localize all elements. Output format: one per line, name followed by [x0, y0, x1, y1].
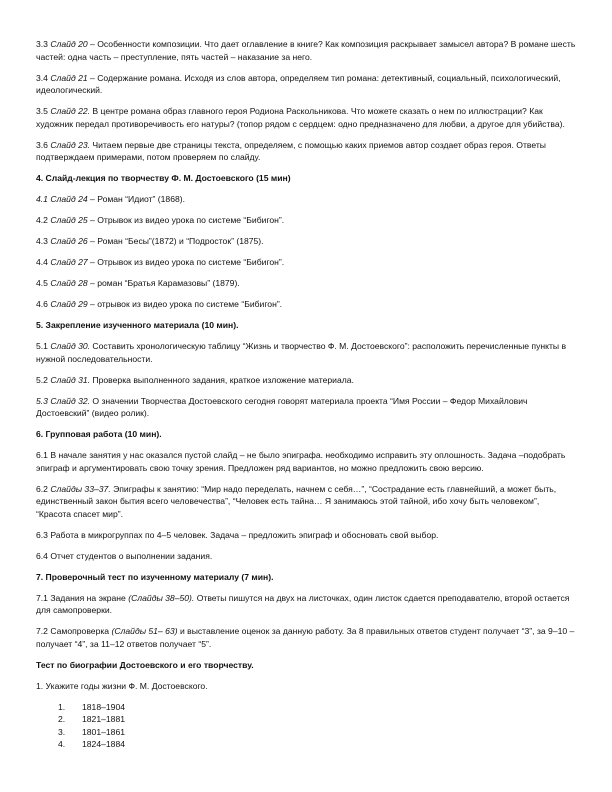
- answer-number: 2.: [58, 714, 66, 724]
- section-heading: Тест по биографии Достоевского и его творчеству.: [36, 659, 254, 670]
- paragraph: [36, 340, 576, 365]
- paragraph: [36, 38, 576, 63]
- italic-text: Слайд 20: [50, 39, 88, 49]
- paragraph: [36, 193, 576, 206]
- text-run: Составить хронологическую таблицу “Жизнь и творчество Ф. М. Достоевского”: расположить перечисленные пункты в нужной последовательности.: [36, 341, 567, 364]
- paragraph: [36, 395, 576, 420]
- italic-text: Слайд 22.: [50, 106, 91, 116]
- paragraph: [36, 256, 576, 269]
- paragraph: [36, 680, 576, 693]
- text-run: 3.3: [36, 39, 51, 49]
- paragraph: [36, 105, 576, 130]
- section-heading: 4. Слайд-лекция по творчеству Ф. М. Достоевского (15 мин): [36, 173, 291, 183]
- answer-number: 4.: [58, 739, 66, 749]
- paragraph: [36, 72, 576, 97]
- text-run: – Роман “Бесы”(1872) и “Подросток” (1875).: [87, 236, 264, 246]
- text-run: 4.2: [36, 215, 51, 225]
- section-heading: 6. Групповая работа (10 мин).: [36, 429, 162, 439]
- text-run: 6.4 Отчет студентов о выполнении задания.: [36, 550, 213, 561]
- italic-text: Слайд 28: [50, 278, 88, 288]
- text-run: 7.1 Задания на экране: [36, 592, 129, 603]
- paragraph: [36, 214, 576, 227]
- answer-options-list: [36, 701, 576, 751]
- answer-option: [36, 713, 576, 726]
- answer-text: 1801–1861: [82, 726, 126, 737]
- answer-text: 1821–1881: [82, 714, 126, 724]
- answer-option: [36, 701, 576, 714]
- text-run: 6.1 В начале занятия у нас оказался пустой слайд – не было эпиграфа. необходимо исправить эту оплошность. Задача –подобрать эпиграф и аргументировать свою точку зрения. Предложен ряд вариантов, но можно предложить свою версию.: [36, 450, 566, 473]
- answer-option: [36, 738, 576, 751]
- text-run: 4.3: [36, 236, 51, 246]
- section-heading: 7. Проверочный тест по изученному материалу (7 мин).: [36, 571, 274, 582]
- text-run: 5.2: [36, 374, 51, 385]
- answer-option: [36, 726, 576, 739]
- text-run: О значении Творчества Достоевского сегодня говорят материала проекта “Имя России – Федор Михайлович Достоевский” (видео ролик).: [36, 395, 528, 418]
- text-run: 3.5: [36, 106, 51, 116]
- text-run: и выставление оценок за данную работу. За 8 правильных ответов студент получает “3”, за 9–10 – получает “4”, за 11–12 ответов получает “5”.: [36, 626, 575, 649]
- text-run: В центре романа образ главного героя Родиона Раскольникова. Что можете сказать о нем по иллюстрации? Как художник передал противоречивость его натуры? (топор рядом с сердцем: одно предназначено для любви, а другое для убийства).: [36, 106, 565, 129]
- text-run: Проверка выполненного задания, краткое изложение материала.: [90, 374, 354, 385]
- text-run: – Отрывок из видео урока по системе “Бибигон”.: [87, 215, 285, 225]
- italic-text: Слайд 21: [50, 72, 88, 83]
- italic-text: Слайд 27: [50, 257, 88, 267]
- answer-text: 1824–1884: [82, 739, 126, 749]
- paragraph: [36, 550, 576, 563]
- paragraph: [36, 483, 576, 521]
- italic-text: Слайд 29: [50, 299, 88, 309]
- text-run: – Роман “Идиот” (1868).: [87, 194, 186, 204]
- text-run: 4.5: [36, 278, 51, 288]
- text-run: 4.4: [36, 257, 51, 267]
- text-run: – роман “Братья Карамазовы” (1879).: [87, 278, 240, 288]
- text-run: 4.6: [36, 299, 51, 309]
- answer-number: 1.: [58, 701, 66, 712]
- text-run: 7.2 Самопроверка: [36, 626, 112, 636]
- italic-text: Слайд 26: [50, 236, 88, 246]
- paragraph: [36, 235, 576, 248]
- paragraph: [36, 139, 576, 164]
- answer-text: 1818–1904: [82, 701, 126, 712]
- italic-text: (Слайды 38–50).: [128, 592, 195, 603]
- text-run: – Особенности композиции. Что дает оглавление в книге? Как композиция раскрывает замысел автора? В романе шесть частей: одна часть – преступление, пять частей – наказание за него.: [36, 39, 576, 62]
- document-page: [36, 38, 576, 751]
- italic-text: Слайд 30.: [50, 341, 91, 351]
- text-run: – Отрывок из видео урока по системе “Бибигон”.: [87, 257, 285, 267]
- paragraph: [36, 277, 576, 290]
- italic-text: Слайд 23.: [50, 139, 91, 150]
- text-run: Ответы пишутся на двух на листочках, один листок сдается преподавателю, второй остается для самопроверки.: [36, 592, 570, 615]
- text-run: Эпиграфы к занятию: “Мир надо переделать, начнем с себя…”, “Сострадание есть главнейший, а может быть, единственный закон бытия всего человечества”, “Человек есть тайна… Я занимаюсь этой тайной, ибо хочу быть человеком”, “Красота спасет мир”.: [36, 483, 557, 519]
- text-run: 6.3 Работа в микрогруппах по 4–5 человек. Задача – предложить эпиграф и обосновать свой выбор.: [36, 529, 439, 540]
- paragraph: [36, 529, 576, 542]
- italic-text: 4.1 Слайд 24: [36, 194, 88, 204]
- section-heading: 5. Закрепление изученного материала (10 мин).: [36, 320, 239, 330]
- text-run: Читаем первые две страницы текста, определяем, с помощью каких приемов автор создает образ героя. Ответы подтверждаем примерами, потом проверяем по слайду.: [36, 139, 546, 162]
- text-run: 3.6: [36, 139, 51, 150]
- answer-number: 3.: [58, 726, 66, 737]
- italic-text: Слайд 25: [50, 215, 88, 225]
- paragraph: [36, 625, 576, 650]
- italic-text: (Слайды 51– 63): [111, 626, 178, 636]
- text-run: 5.1: [36, 341, 51, 351]
- italic-text: 5.3 Слайд 32.: [36, 395, 91, 406]
- paragraph: [36, 592, 576, 617]
- paragraph: [36, 374, 576, 387]
- text-run: – Содержание романа. Исходя из слов автора, определяем тип романа: детективный, социальный, психологический, идеологический.: [36, 72, 561, 95]
- italic-text: Слайды 33–37.: [50, 483, 111, 494]
- paragraph: [36, 449, 576, 474]
- text-run: 6.2: [36, 483, 51, 494]
- italic-text: Слайд 31.: [50, 374, 91, 385]
- paragraph: [36, 298, 576, 311]
- text-run: – отрывок из видео урока по системе “Бибигон”.: [87, 299, 283, 309]
- text-run: 1. Укажите годы жизни Ф. М. Достоевского.: [36, 680, 208, 691]
- text-run: 3.4: [36, 72, 51, 83]
- document-body: [36, 38, 576, 692]
